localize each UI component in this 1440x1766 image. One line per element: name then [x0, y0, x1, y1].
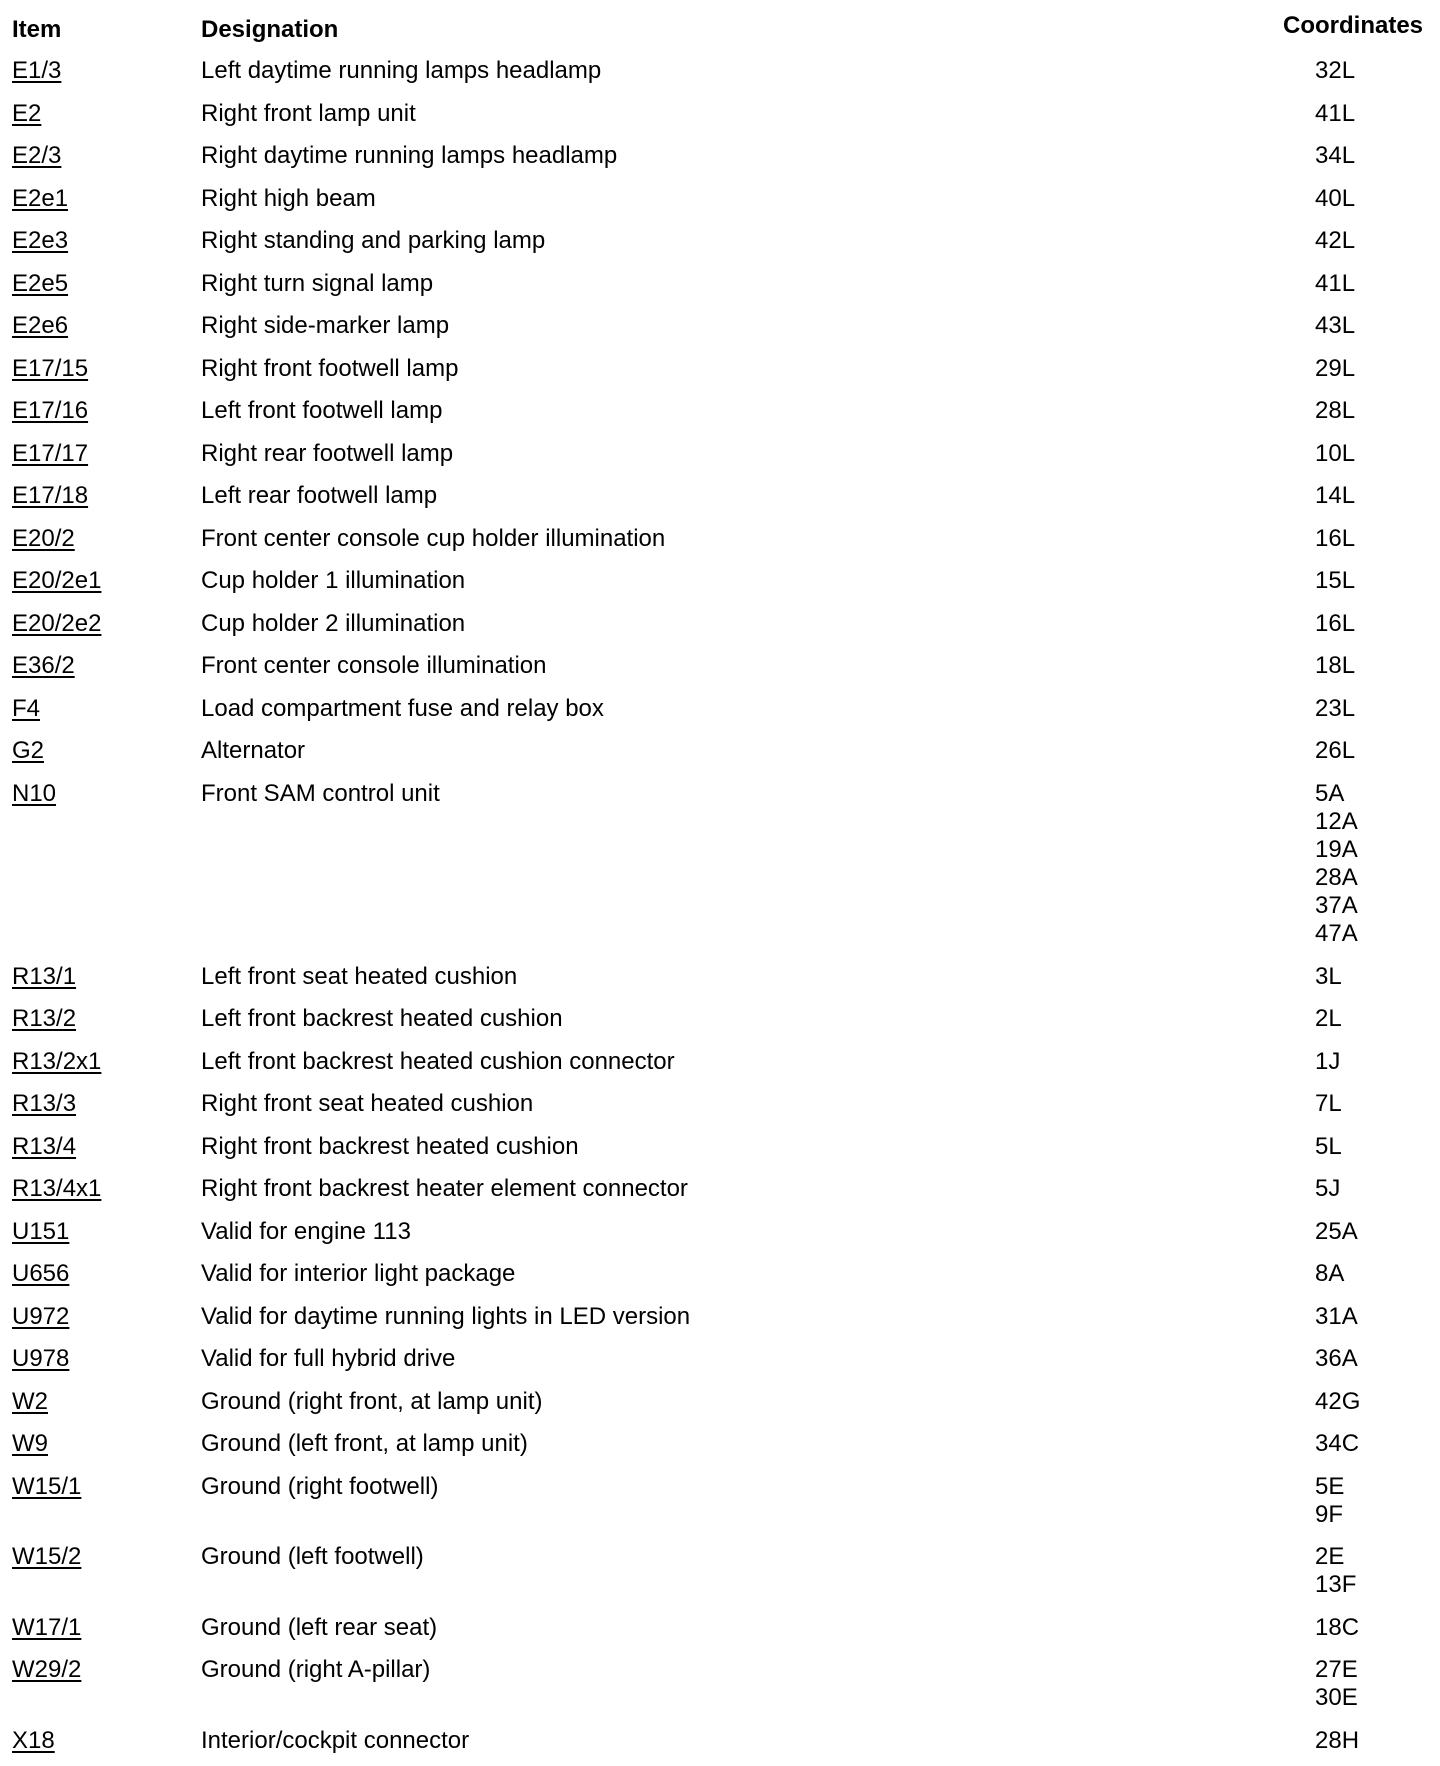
table-row	[0, 1171, 1440, 1214]
coordinates-cell	[1315, 737, 1355, 765]
coordinates-cell	[1315, 695, 1355, 723]
item-link[interactable]: W9	[12, 1430, 48, 1457]
item-link[interactable]: W17/1	[12, 1613, 82, 1641]
coordinates-cell	[1315, 1614, 1359, 1642]
designation-cell: Right side-marker lamp	[201, 312, 450, 339]
coordinate-value: 10L	[1315, 439, 1356, 467]
coordinates-cell	[1315, 57, 1355, 85]
item-link[interactable]: R13/2	[12, 1005, 77, 1032]
item-cell	[12, 1175, 101, 1203]
item-link[interactable]: E17/15	[12, 354, 89, 382]
table-row	[0, 521, 1440, 564]
coordinate-value: 26L	[1315, 737, 1356, 764]
table-row	[0, 1214, 1440, 1257]
table-row	[0, 1299, 1440, 1342]
designation-cell: Cup holder 2 illumination	[201, 609, 466, 637]
designation-cell: Interior/cockpit connector	[201, 1726, 470, 1754]
coordinate-value: 47A	[1315, 919, 1358, 947]
table-row	[0, 648, 1440, 691]
coordinate-value: 7L	[1315, 1090, 1342, 1117]
table-row	[0, 1723, 1440, 1766]
designation-cell: Ground (left footwell)	[201, 1543, 424, 1570]
designation-cell: Left daytime running lamps headlamp	[201, 57, 602, 84]
item-link[interactable]: R13/4	[12, 1132, 77, 1160]
designation-cell: Right front backrest heated cushion	[201, 1132, 579, 1160]
coordinate-value: 36A	[1315, 1345, 1358, 1372]
item-cell	[12, 1218, 69, 1246]
item-cell	[12, 1005, 76, 1033]
item-link[interactable]: N10	[12, 779, 57, 807]
item-cell	[12, 270, 68, 298]
item-cell	[12, 963, 76, 991]
coordinate-value: 5L	[1315, 1132, 1342, 1160]
coordinates-cell	[1315, 312, 1355, 340]
table-row	[0, 691, 1440, 734]
item-link[interactable]: E17/16	[12, 397, 89, 424]
coordinate-value: 19A	[1315, 835, 1358, 863]
designation-cell: Valid for interior light package	[201, 1260, 516, 1287]
coordinate-value: 37A	[1315, 891, 1358, 919]
table-row	[0, 138, 1440, 181]
designation-cell: Front center console cup holder illumination	[201, 524, 666, 552]
table-row	[0, 959, 1440, 1002]
item-link[interactable]: R13/2x1	[12, 1047, 102, 1075]
designation-cell: Right standing and parking lamp	[201, 227, 546, 254]
coordinates-cell	[1315, 482, 1355, 510]
item-link[interactable]: R13/4x1	[12, 1175, 102, 1202]
item-link[interactable]: U978	[12, 1345, 70, 1372]
coordinate-value: 16L	[1315, 524, 1356, 552]
coordinates-cell	[1315, 1430, 1359, 1458]
item-link[interactable]: U972	[12, 1302, 70, 1330]
item-link[interactable]: E2e5	[12, 269, 69, 297]
coordinates-cell	[1315, 227, 1355, 255]
item-cell	[12, 1656, 81, 1684]
table-row	[0, 351, 1440, 394]
coordinates-cell	[1315, 397, 1355, 425]
coordinate-value: 16L	[1315, 609, 1356, 637]
coordinate-value: 32L	[1315, 57, 1356, 84]
designation-cell: Right rear footwell lamp	[201, 439, 454, 467]
designation-cell: Ground (right footwell)	[201, 1472, 439, 1500]
item-link[interactable]: E2e6	[12, 312, 69, 339]
designation-cell: Load compartment fuse and relay box	[201, 694, 604, 722]
item-cell	[12, 1543, 81, 1571]
designation-cell: Left front backrest heated cushion	[201, 1005, 563, 1032]
designation-cell: Right turn signal lamp	[201, 269, 434, 297]
item-cell	[12, 1260, 69, 1288]
item-cell	[12, 610, 101, 638]
designation-cell: Front SAM control unit	[201, 779, 440, 807]
column-header-designation: Designation	[201, 16, 339, 43]
coordinate-value: 15L	[1315, 567, 1356, 594]
item-cell	[12, 1345, 69, 1373]
item-cell	[12, 525, 75, 553]
coordinate-value: 5E	[1315, 1472, 1345, 1500]
designation-cell: Left front seat heated cushion	[201, 962, 518, 990]
item-cell	[12, 312, 68, 340]
coordinates-cell	[1315, 1388, 1360, 1416]
item-cell	[12, 1133, 76, 1161]
designation-cell: Right front seat heated cushion	[201, 1090, 534, 1117]
coordinate-value: 13F	[1315, 1571, 1357, 1598]
item-link[interactable]: E1/3	[12, 57, 62, 84]
item-cell	[12, 695, 40, 723]
item-cell	[12, 1090, 76, 1118]
table-row	[0, 96, 1440, 139]
table-row	[0, 308, 1440, 351]
coordinate-value: 28L	[1315, 397, 1356, 424]
table-row	[0, 776, 1440, 959]
table-row	[0, 1129, 1440, 1172]
coordinates-cell	[1315, 567, 1355, 595]
item-cell	[12, 1473, 81, 1501]
item-cell	[12, 482, 88, 510]
coordinate-value: 41L	[1315, 269, 1356, 297]
designation-cell: Right front footwell lamp	[201, 354, 459, 382]
table-row	[0, 733, 1440, 776]
designation-cell: Left rear footwell lamp	[201, 482, 438, 509]
coordinates-cell	[1315, 270, 1355, 298]
item-link[interactable]: G2	[12, 737, 45, 764]
designation-cell: Right daytime running lamps headlamp	[201, 142, 618, 169]
table-row	[0, 478, 1440, 521]
designation-cell: Front center console illumination	[201, 652, 547, 679]
item-link[interactable]: E2/3	[12, 142, 62, 169]
column-header-item: Item	[12, 16, 62, 43]
item-link[interactable]: E20/2e2	[12, 609, 102, 637]
coordinates-cell	[1315, 963, 1342, 991]
item-link[interactable]: E20/2e1	[12, 567, 102, 594]
coordinates-cell	[1315, 1090, 1342, 1118]
table-row	[0, 1001, 1440, 1044]
designation-cell: Right front lamp unit	[201, 99, 416, 127]
coordinate-value: 41L	[1315, 99, 1356, 127]
item-link[interactable]: E17/18	[12, 482, 89, 509]
designation-cell: Valid for engine 113	[201, 1217, 411, 1245]
coordinates-cell	[1315, 1260, 1344, 1288]
coordinate-value: 34L	[1315, 142, 1356, 169]
coordinate-value: 34C	[1315, 1430, 1360, 1457]
table-row	[0, 563, 1440, 606]
coordinate-value: 18L	[1315, 652, 1356, 679]
coordinates-cell	[1315, 1473, 1344, 1529]
item-link[interactable]: X18	[12, 1726, 55, 1754]
item-cell	[12, 780, 56, 808]
coordinate-value: 43L	[1315, 312, 1356, 339]
table-row	[0, 1652, 1440, 1723]
coordinates-cell	[1315, 652, 1355, 680]
designation-cell: Ground (right A-pillar)	[201, 1656, 431, 1683]
coordinate-value: 1J	[1315, 1047, 1341, 1075]
coordinates-cell	[1315, 610, 1355, 638]
table-row	[0, 1044, 1440, 1087]
coordinates-cell	[1315, 142, 1355, 170]
item-cell	[12, 185, 68, 213]
designation-cell: Right front backrest heater element connector	[201, 1175, 688, 1202]
designation-cell: Ground (right front, at lamp unit)	[201, 1387, 543, 1415]
item-cell	[12, 227, 68, 255]
coordinates-cell	[1315, 780, 1358, 948]
designation-cell: Valid for full hybrid drive	[201, 1345, 456, 1372]
coordinate-value: 8A	[1315, 1260, 1345, 1287]
item-link[interactable]: U656	[12, 1260, 70, 1287]
item-cell	[12, 1430, 48, 1458]
designation-cell: Ground (left rear seat)	[201, 1613, 438, 1641]
component-table	[0, 53, 1440, 1765]
coordinates-cell	[1315, 100, 1355, 128]
coordinate-value: 42L	[1315, 227, 1356, 254]
table-row	[0, 181, 1440, 224]
item-link[interactable]: E2	[12, 99, 42, 127]
coordinate-value: 9F	[1315, 1500, 1344, 1528]
item-link[interactable]: W29/2	[12, 1656, 82, 1683]
table-row	[0, 1086, 1440, 1129]
item-link[interactable]: E2e1	[12, 184, 69, 212]
item-cell	[12, 652, 75, 680]
table-row	[0, 223, 1440, 266]
coordinates-cell	[1315, 1218, 1358, 1246]
table-row	[0, 606, 1440, 649]
coordinate-value: 2L	[1315, 1005, 1342, 1032]
coordinate-value: 42G	[1315, 1387, 1361, 1415]
item-link[interactable]: E17/17	[12, 439, 89, 467]
table-row	[0, 1469, 1440, 1540]
item-link[interactable]: W15/1	[12, 1472, 82, 1500]
coordinates-cell	[1315, 1005, 1342, 1033]
designation-cell: Right high beam	[201, 184, 376, 212]
coordinates-cell	[1315, 1345, 1358, 1373]
item-cell	[12, 100, 41, 128]
designation-cell: Ground (left front, at lamp unit)	[201, 1430, 528, 1457]
item-link[interactable]: W15/2	[12, 1543, 82, 1570]
item-link[interactable]: U151	[12, 1217, 70, 1245]
item-link[interactable]: E2e3	[12, 227, 69, 254]
coordinates-cell	[1315, 440, 1355, 468]
coordinates-cell	[1315, 1727, 1359, 1755]
coordinates-cell	[1315, 1133, 1342, 1161]
table-row	[0, 1426, 1440, 1469]
designation-cell: Left front footwell lamp	[201, 397, 443, 424]
table-row	[0, 1539, 1440, 1610]
coordinate-value: 12A	[1315, 807, 1358, 835]
table-row	[0, 1256, 1440, 1299]
item-cell	[12, 737, 44, 765]
item-link[interactable]: R13/3	[12, 1090, 77, 1117]
item-cell	[12, 355, 88, 383]
table-row	[0, 1610, 1440, 1653]
designation-cell: Valid for daytime running lights in LED version	[201, 1302, 691, 1330]
coordinate-value: 28A	[1315, 863, 1358, 891]
designation-cell: Left front backrest heated cushion connector	[201, 1047, 675, 1075]
item-cell	[12, 440, 88, 468]
item-link[interactable]: E36/2	[12, 652, 75, 679]
coordinate-value: 23L	[1315, 694, 1356, 722]
item-cell	[12, 1048, 101, 1076]
coordinates-cell	[1315, 1543, 1356, 1599]
designation-cell: Alternator	[201, 737, 306, 764]
coordinate-value: 31A	[1315, 1302, 1358, 1330]
coordinate-value: 25A	[1315, 1217, 1358, 1245]
item-cell	[12, 142, 61, 170]
coordinates-cell	[1315, 185, 1355, 213]
coordinate-value: 40L	[1315, 184, 1356, 212]
coordinate-value: 5A	[1315, 779, 1345, 807]
item-link[interactable]: E20/2	[12, 524, 75, 552]
item-link[interactable]: W2	[12, 1387, 48, 1415]
coordinate-value: 2E	[1315, 1543, 1345, 1570]
coordinates-cell	[1315, 1656, 1358, 1712]
item-cell	[12, 1614, 81, 1642]
table-row	[0, 266, 1440, 309]
coordinates-cell	[1315, 1175, 1340, 1203]
coordinate-value: 30E	[1315, 1684, 1358, 1711]
table-row	[0, 1384, 1440, 1427]
item-cell	[12, 57, 61, 85]
item-cell	[12, 1388, 48, 1416]
coordinate-value: 29L	[1315, 354, 1356, 382]
coordinate-value: 28H	[1315, 1726, 1360, 1754]
designation-cell: Cup holder 1 illumination	[201, 567, 466, 594]
column-header-coordinates: Coordinates	[1283, 12, 1424, 39]
table-row	[0, 53, 1440, 96]
coordinate-value: 14L	[1315, 482, 1356, 509]
coordinate-value: 3L	[1315, 962, 1342, 990]
table-row	[0, 436, 1440, 479]
coordinates-cell	[1315, 1303, 1358, 1331]
item-cell	[12, 1303, 69, 1331]
table-row	[0, 1341, 1440, 1384]
coordinate-value: 18C	[1315, 1613, 1360, 1641]
item-cell	[12, 397, 88, 425]
item-link[interactable]: F4	[12, 694, 41, 722]
coordinate-value: 27E	[1315, 1656, 1358, 1683]
coordinates-cell	[1315, 525, 1355, 553]
item-cell	[12, 1727, 55, 1755]
item-link[interactable]: R13/1	[12, 962, 77, 990]
table-row	[0, 393, 1440, 436]
coordinate-value: 5J	[1315, 1175, 1341, 1202]
coordinates-cell	[1315, 1048, 1340, 1076]
coordinates-cell	[1315, 355, 1355, 383]
item-cell	[12, 567, 101, 595]
